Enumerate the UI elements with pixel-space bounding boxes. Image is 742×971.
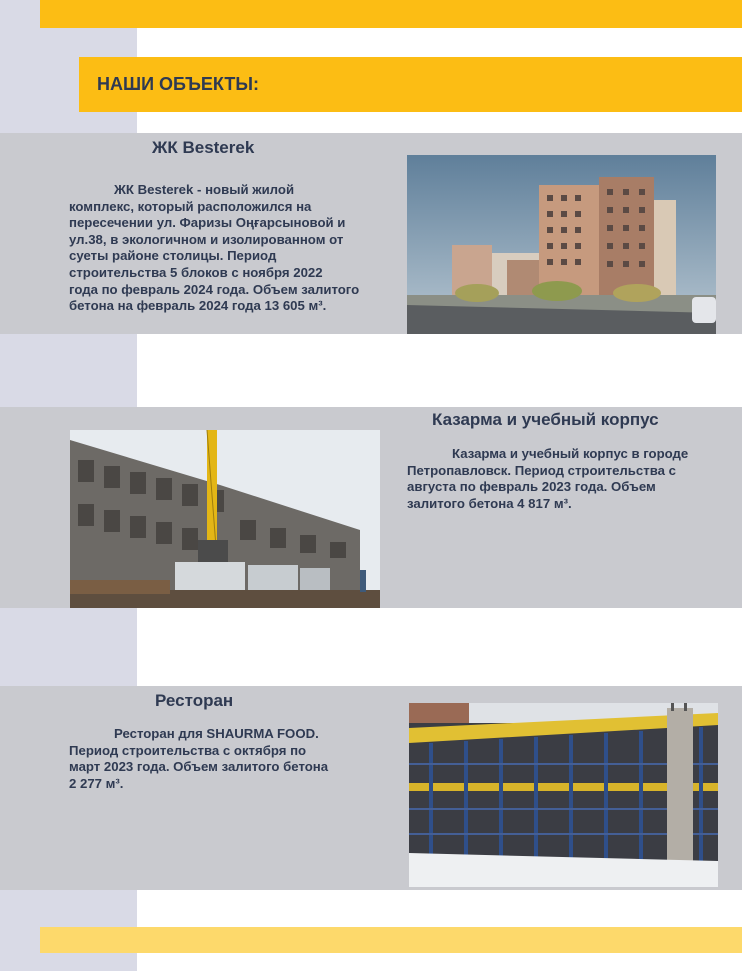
description-line: Петропавловск. Период строительства с <box>407 462 676 478</box>
bottom-accent-bar <box>40 927 742 953</box>
barracks-construction-photo <box>70 430 380 608</box>
description-line: августа по февраль 2023 года. Объем <box>407 479 656 495</box>
section-header-banner <box>79 57 742 112</box>
description-line: строительства 5 блоков с ноября 2022 <box>69 264 323 280</box>
description-line: 2 277 м³. <box>69 775 124 791</box>
description-line: залитого бетона 4 817 м³. <box>407 495 572 511</box>
description-line: комплекс, который расположился на <box>69 198 312 214</box>
description-line: бетона на февраль 2024 года 13 605 м³. <box>69 298 327 314</box>
top-accent-bar <box>40 0 742 28</box>
description-line: суеты районе столицы. Период <box>69 248 277 264</box>
description-line: Ресторан для SHAURMA FOOD. <box>114 726 319 741</box>
object-description-restaurant <box>69 726 399 792</box>
object-description-besterek <box>69 182 409 315</box>
description-line: года по февраль 2024 года. Объем залитого <box>69 281 360 297</box>
object-title-restaurant: Ресторан <box>155 691 234 710</box>
page-title: НАШИ ОБЪЕКТЫ: <box>97 74 259 94</box>
description-line: ул.38, в экологичном и изолированном от <box>69 231 344 247</box>
description-line: Казарма и учебный корпус в городе <box>452 446 689 461</box>
description-line: пересечении ул. Фаризы Оңғарсыновой и <box>69 215 346 231</box>
description-line: март 2023 года. Объем залитого бетона <box>69 759 329 775</box>
description-line: Период строительства с октября по <box>69 742 307 758</box>
object-title-barracks: Казарма и учебный корпус <box>432 410 659 429</box>
object-description-barracks <box>407 446 737 512</box>
object-title-besterek: ЖК Besterek <box>152 138 255 157</box>
restaurant-construction-photo <box>409 703 718 887</box>
description-line: ЖК Besterek - новый жилой <box>114 182 295 197</box>
besterek-building-photo <box>407 155 716 334</box>
